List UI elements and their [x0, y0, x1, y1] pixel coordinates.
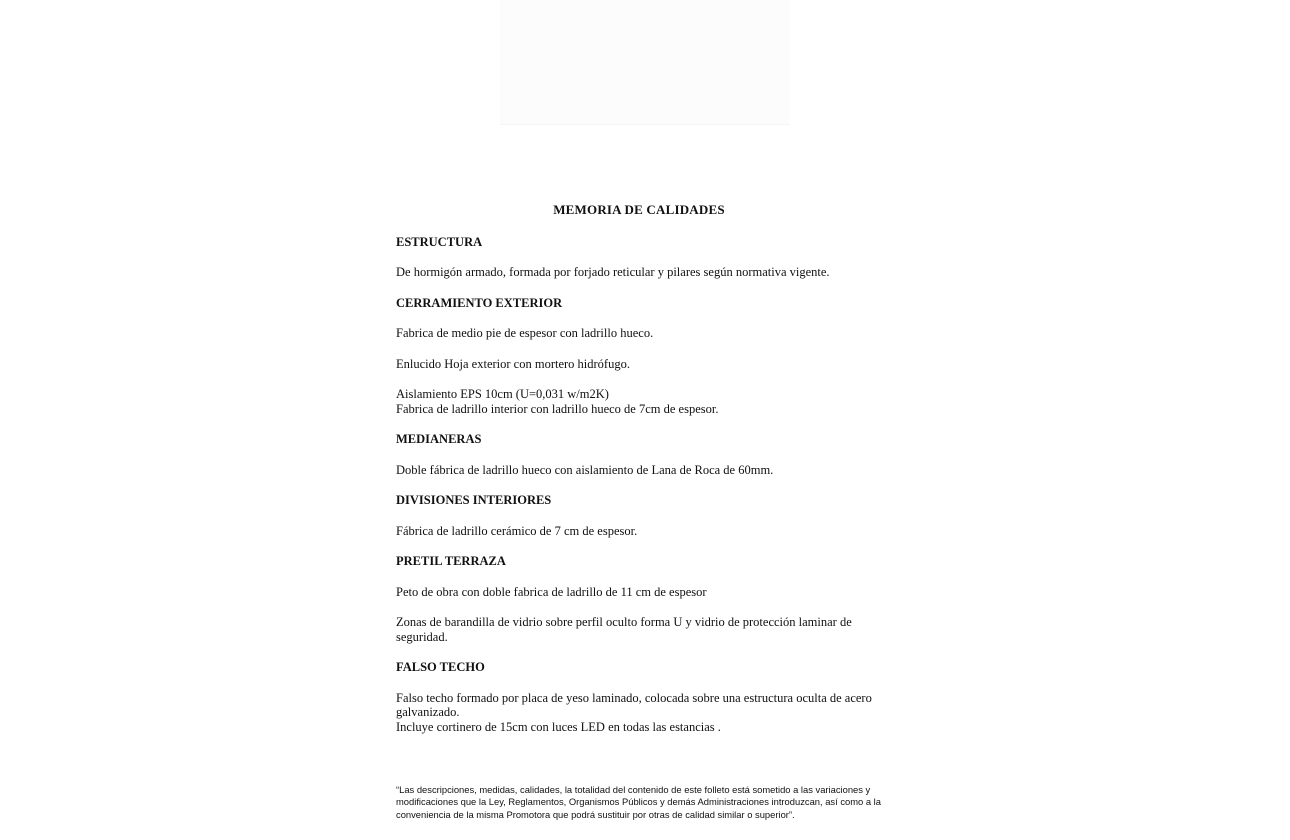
section-paragraph: Fábrica de ladrillo cerámico de 7 cm de espesor.: [396, 523, 638, 538]
section-heading-pretil-terraza: PRETIL TERRAZA: [396, 554, 506, 568]
section-paragraph: Doble fábrica de ladrillo hueco con aislamiento de Lana de Roca de 60mm.: [396, 462, 774, 477]
section-paragraph: Zonas de barandilla de vidrio sobre perfil oculto forma U y vidrio de protección laminar de seguridad.: [396, 615, 852, 644]
logo-image-placeholder: [500, 0, 790, 125]
section-heading-medianeras: MEDIANERAS: [396, 432, 482, 446]
section-paragraph: Aislamiento EPS 10cm (U=0,031 w/m2K): [396, 387, 609, 401]
section-paragraph: Falso techo formado por placa de yeso laminado, colocada sobre una estructura oculta de acero galvanizado.: [396, 690, 872, 719]
document-body: [396, 203, 886, 750]
section-heading-falso-techo: FALSO TECHO: [396, 660, 485, 674]
section-heading-estructura: ESTRUCTURA: [396, 234, 483, 249]
section-paragraph: Incluye cortinero de 15cm con luces LED en todas las estancias .: [396, 719, 721, 734]
section-heading-divisiones-interiores: DIVISIONES INTERIORES: [396, 493, 552, 507]
document-title: MEMORIA DE CALIDADES: [553, 202, 725, 217]
legal-disclaimer: “Las descripciones, medidas, calidades, la totalidad del contenido de este folleto está sometido a las variaciones y modificaciones que la Ley, Reglamentos, Organismos Públicos y demás Administraciones introduzcan, así como a la conveniencia de la misma Promotora que podrá sustituir por otras de calidad similar o superior”.: [396, 784, 881, 820]
section-heading-cerramiento-exterior: CERRAMIENTO EXTERIOR: [396, 295, 563, 310]
section-paragraph: Fabrica de medio pie de espesor con ladrillo hueco.: [396, 326, 654, 340]
section-paragraph: Fabrica de ladrillo interior con ladrillo hueco de 7cm de espesor.: [396, 401, 719, 416]
section-paragraph: Peto de obra con doble fabrica de ladrillo de 11 cm de espesor: [396, 584, 707, 599]
section-paragraph: Enlucido Hoja exterior con mortero hidrófugo.: [396, 356, 630, 371]
section-paragraph: De hormigón armado, formada por forjado reticular y pilares según normativa vigente.: [396, 265, 830, 279]
